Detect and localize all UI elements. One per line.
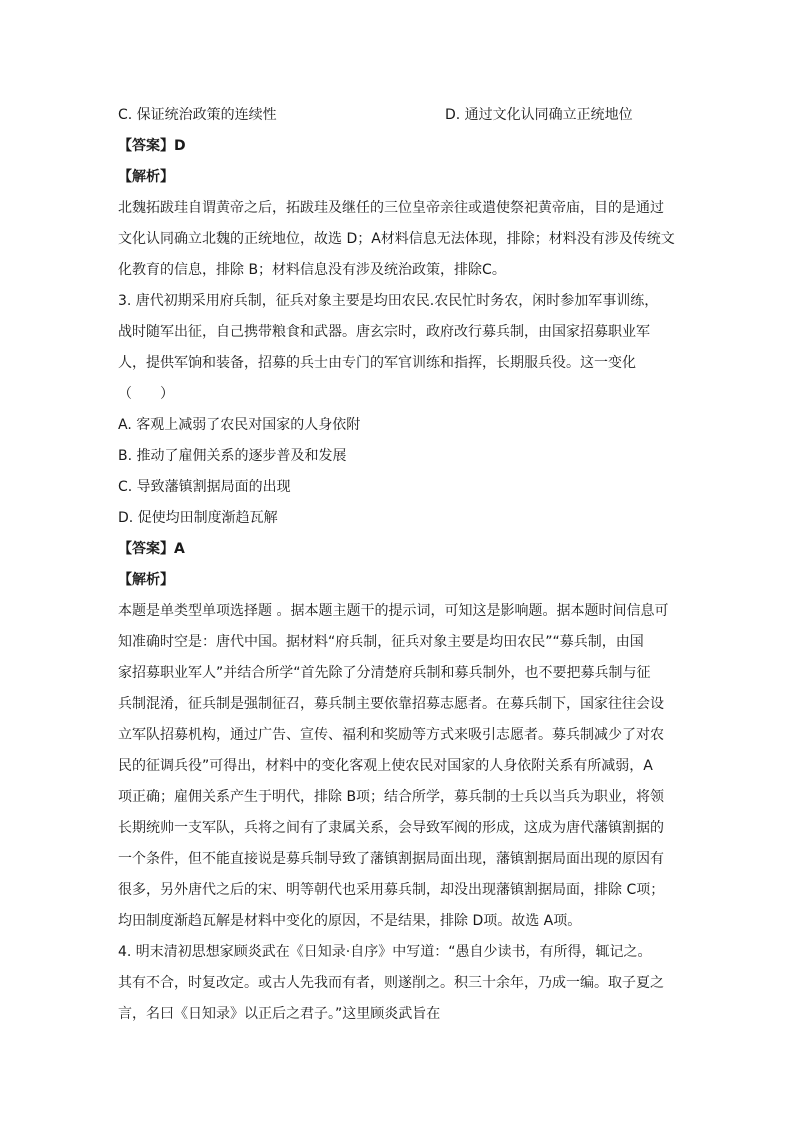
q2-analysis-line: 文化认同确立北魏的正统地位，故选 D；A材料信息无法体现，排除；材料没有涉及传统文 xyxy=(118,231,675,247)
q3-stem-line: 3. 唐代初期采用府兵制，征兵对象主要是均田农民.农民忙时务农，闲时参加军事训练， xyxy=(118,293,659,309)
q3-analysis-line: 本题是单类型单项选择题 。据本题主题干的提示词，可知这是影响题。据本题时间信息可 xyxy=(118,603,669,619)
q3-analysis-line: 一个条件，但不能直接说是募兵制导致了藩镇割据局面出现，藩镇割据局面出现的原因有 xyxy=(118,851,664,867)
q3-option-a: A. 客观上减弱了农民对国家的人身依附 xyxy=(118,417,361,433)
q3-stem-line: 人，提供军饷和装备，招募的兵士由专门的军官训练和指挥，长期服兵役。这一变化 xyxy=(118,355,636,371)
exam-page xyxy=(118,100,678,1030)
q3-option-c: C. 导致藩镇割据局面的出现 xyxy=(118,479,291,495)
q3-analysis-line: 立军队招募机构，通过广告、宣传、福利和奖励等方式来吸引志愿者。募兵制减少了对农 xyxy=(118,727,664,743)
q3-option-d: D. 促使均田制度渐趋瓦解 xyxy=(118,510,278,526)
q3-analysis-line: 知准确时空是：唐代中国。据材料“府兵制，征兵对象主要是均田农民”“募兵制，由国 xyxy=(118,634,644,650)
q2-answer: 【答案】D xyxy=(118,138,186,154)
q2-analysis-line: 化教育的信息，排除 B；材料信息没有涉及统治政策，排除C。 xyxy=(118,262,506,278)
q2-analysis-line: 北魏拓跋珪自谓黄帝之后，拓跋珪及继任的三位皇帝亲往或遣使祭祀黄帝庙，目的是通过 xyxy=(118,200,664,216)
q4-stem-line: 言，名曰《日知录》以正后之君子。”这里顾炎武旨在 xyxy=(118,1006,441,1022)
q3-analysis-line: 民的征调兵役”可得出，材料中的变化客观上使农民对国家的人身依附关系有所减弱，A xyxy=(118,758,653,774)
q2-option-d: D. 通过文化认同确立正统地位 xyxy=(445,107,633,123)
q3-analysis-line: 长期统帅一支军队，兵将之间有了隶属关系，会导致军阀的形成，这成为唐代藩镇割据的 xyxy=(118,820,664,836)
q3-option-b: B. 推动了雇佣关系的逐步普及和发展 xyxy=(118,448,347,464)
q3-analysis-label: 【解析】 xyxy=(118,572,174,588)
q3-analysis-line: 项正确；雇佣关系产生于明代，排除 B项；结合所学，募兵制的士兵以当兵为职业，将领 xyxy=(118,789,665,805)
q2-option-c: C. 保证统治政策的连续性 xyxy=(118,107,277,123)
q3-stem-line: 战时随军出征，自己携带粮食和武器。唐玄宗时，政府改行募兵制，由国家招募职业军 xyxy=(118,324,650,340)
q3-answer: 【答案】A xyxy=(118,541,185,557)
q2-analysis-label: 【解析】 xyxy=(118,169,174,185)
q3-analysis-line: 家招募职业军人”并结合所学“首先除了分清楚府兵制和募兵制外，也不要把募兵制与征 xyxy=(118,665,651,681)
q4-stem-line: 其有不合，时复改定。或古人先我而有者，则遂削之。积三十余年，乃成一编。取子夏之 xyxy=(118,975,664,991)
q3-analysis-line: 很多，另外唐代之后的宋、明等朝代也采用募兵制，却没出现藩镇割据局面，排除 C项； xyxy=(118,882,665,898)
q3-stem-blank: （ ） xyxy=(118,386,174,402)
q2-options-row xyxy=(118,100,678,131)
q3-analysis-line: 均田制度渐趋瓦解是材料中变化的原因，不是结果，排除 D项。故选 A项。 xyxy=(118,913,582,929)
q4-stem-line: 4. 明末清初思想家顾炎武在《日知录·自序》中写道：“愚自少读书，有所得，辄记之。 xyxy=(118,944,652,960)
q3-analysis-line: 兵制混淆，征兵制是强制征召，募兵制主要依靠招募志愿者。在募兵制下，国家往往会设 xyxy=(118,696,664,712)
